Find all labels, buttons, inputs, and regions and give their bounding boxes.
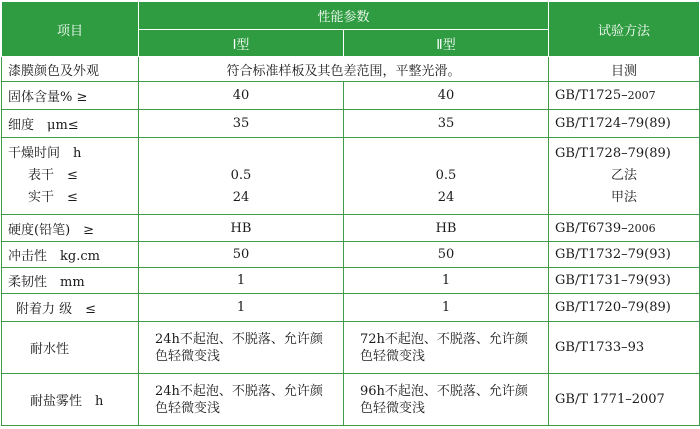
row-type1-value: 40 [139, 82, 344, 110]
header-performance: 性能参数 [139, 2, 549, 30]
item-line: 表干 ≤ [28, 168, 78, 183]
row-method: GB/T1733–93 [549, 322, 700, 374]
row-type2-value: 35 [344, 110, 549, 138]
row-item [2, 138, 139, 215]
method-standard: GB/T1725 [555, 88, 622, 103]
row-method: GB/T 1771–2007 [549, 374, 700, 426]
row-method: 目测 [549, 57, 700, 82]
table-row [2, 110, 700, 138]
value-line: 24 [232, 190, 250, 205]
table-row [2, 57, 700, 82]
method-standard: GB/T6739 [555, 220, 622, 236]
method-year: 2006 [627, 221, 656, 235]
header-item: 项目 [2, 2, 139, 57]
header-row [2, 2, 700, 30]
table-row [2, 82, 700, 110]
method-line: 甲法 [611, 190, 638, 205]
table-row [2, 374, 700, 426]
item-line: 实干 ≤ [28, 190, 78, 205]
table-row [2, 138, 700, 215]
row-type2-value: 50 [344, 242, 549, 268]
row-type2-value: 72h不起泡、不脱落、允许颜色轻微变浅 [344, 322, 549, 374]
spec-table [1, 1, 700, 426]
table-row [2, 242, 700, 268]
row-type1-value [139, 138, 344, 215]
row-type1-value: 24h不起泡、不脱落、允许颜色轻微变浅 [139, 322, 344, 374]
row-item: 固体含量% ≥ [2, 82, 139, 110]
row-type1-value: 1 [139, 294, 344, 322]
table-row [2, 215, 700, 242]
row-method: GB/T6739–2006 [549, 215, 700, 242]
row-item: 耐盐雾性 h [2, 374, 139, 426]
method-year: 2007 [627, 89, 656, 102]
value-line: 0.5 [230, 168, 252, 183]
row-type1-value: 50 [139, 242, 344, 268]
header-type2: Ⅱ型 [344, 30, 549, 57]
table-row [2, 268, 700, 294]
row-type1-value: 35 [139, 110, 344, 138]
table-row [2, 322, 700, 374]
row-item: 漆膜颜色及外观 [2, 57, 139, 82]
item-line: 干燥时间 h [8, 146, 82, 161]
row-type1-value: 1 [139, 268, 344, 294]
row-type2-value: 1 [344, 294, 549, 322]
row-method: GB/T1725–2007 [549, 82, 700, 110]
row-method: GB/T1724–79(89) [549, 110, 700, 138]
row-item: 冲击性 kg.cm [2, 242, 139, 268]
row-type1-value: 24h不起泡、不脱落、允许颜色轻微变浅 [139, 374, 344, 426]
row-item: 细度 μm≤ [2, 110, 139, 138]
row-item: 硬度(铅笔) ≥ [2, 215, 139, 242]
value-line: 0.5 [435, 168, 457, 183]
row-method: GB/T1732–79(93) [549, 242, 700, 268]
row-merged-value: 符合标准样板及其色差范围，平整光滑。 [139, 57, 549, 82]
row-item: 耐水性 [2, 322, 139, 374]
row-method: GB/T1731–79(93) [549, 268, 700, 294]
method-line: 乙法 [611, 168, 638, 183]
row-method: GB/T1720–79(89) [549, 294, 700, 322]
row-item: 柔韧性 mm [2, 268, 139, 294]
row-type2-value: 96h不起泡、不脱落、允许颜色轻微变浅 [344, 374, 549, 426]
row-type2-value: 40 [344, 82, 549, 110]
value-line: 24 [437, 190, 455, 205]
method-line: GB/T1728–79(89) [555, 146, 671, 161]
row-item: 附着力 级 ≤ [2, 294, 139, 322]
row-method [549, 138, 700, 215]
row-type2-value: HB [344, 215, 549, 242]
row-type2-value: 1 [344, 268, 549, 294]
header-type1: Ⅰ型 [139, 30, 344, 57]
header-method: 试验方法 [549, 2, 700, 57]
row-type2-value [344, 138, 549, 215]
row-type1-value: HB [139, 215, 344, 242]
table-row [2, 294, 700, 322]
